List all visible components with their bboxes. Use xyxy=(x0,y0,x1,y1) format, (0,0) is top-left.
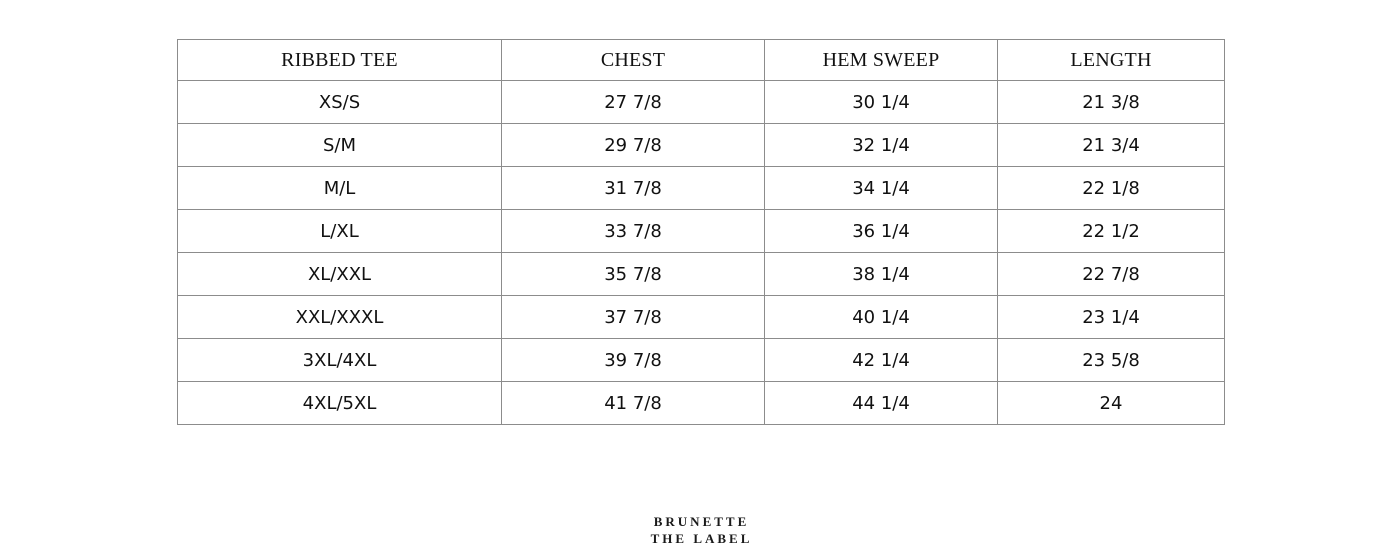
cell-chest: 31 7/8 xyxy=(502,167,765,210)
cell-length: 24 xyxy=(998,382,1225,425)
cell-size: 3XL/4XL xyxy=(178,339,502,382)
table-row xyxy=(178,81,1225,124)
header-product: RIBBED TEE xyxy=(178,40,502,81)
cell-length: 21 3/8 xyxy=(998,81,1225,124)
table-row xyxy=(178,210,1225,253)
table-row xyxy=(178,339,1225,382)
cell-length: 22 7/8 xyxy=(998,253,1225,296)
cell-size: XXL/XXXL xyxy=(178,296,502,339)
cell-chest: 33 7/8 xyxy=(502,210,765,253)
cell-hem-sweep: 44 1/4 xyxy=(765,382,998,425)
table-row xyxy=(178,296,1225,339)
brand-logo xyxy=(0,513,1400,547)
header-length: LENGTH xyxy=(998,40,1225,81)
cell-length: 22 1/2 xyxy=(998,210,1225,253)
cell-hem-sweep: 40 1/4 xyxy=(765,296,998,339)
header-hem-sweep: HEM SWEEP xyxy=(765,40,998,81)
cell-hem-sweep: 36 1/4 xyxy=(765,210,998,253)
cell-size: XS/S xyxy=(178,81,502,124)
cell-length: 22 1/8 xyxy=(998,167,1225,210)
cell-size: XL/XXL xyxy=(178,253,502,296)
cell-chest: 39 7/8 xyxy=(502,339,765,382)
cell-hem-sweep: 32 1/4 xyxy=(765,124,998,167)
cell-size: M/L xyxy=(178,167,502,210)
table-row xyxy=(178,167,1225,210)
cell-hem-sweep: 42 1/4 xyxy=(765,339,998,382)
cell-size: S/M xyxy=(178,124,502,167)
header-row xyxy=(178,40,1225,81)
cell-hem-sweep: 34 1/4 xyxy=(765,167,998,210)
cell-chest: 29 7/8 xyxy=(502,124,765,167)
cell-length: 23 1/4 xyxy=(998,296,1225,339)
header-chest: CHEST xyxy=(502,40,765,81)
cell-length: 23 5/8 xyxy=(998,339,1225,382)
table-row xyxy=(178,253,1225,296)
cell-chest: 37 7/8 xyxy=(502,296,765,339)
size-chart-body xyxy=(178,81,1225,425)
table-row xyxy=(178,382,1225,425)
size-chart-header xyxy=(178,40,1225,81)
cell-hem-sweep: 38 1/4 xyxy=(765,253,998,296)
cell-length: 21 3/4 xyxy=(998,124,1225,167)
cell-size: L/XL xyxy=(178,210,502,253)
size-chart-table xyxy=(177,39,1225,425)
cell-chest: 35 7/8 xyxy=(502,253,765,296)
brand-tagline-line: THE LABEL xyxy=(650,531,753,546)
cell-chest: 41 7/8 xyxy=(502,382,765,425)
cell-hem-sweep: 30 1/4 xyxy=(765,81,998,124)
brand-name-line: BRUNETTE xyxy=(653,514,750,529)
cell-size: 4XL/5XL xyxy=(178,382,502,425)
cell-chest: 27 7/8 xyxy=(502,81,765,124)
table-row xyxy=(178,124,1225,167)
